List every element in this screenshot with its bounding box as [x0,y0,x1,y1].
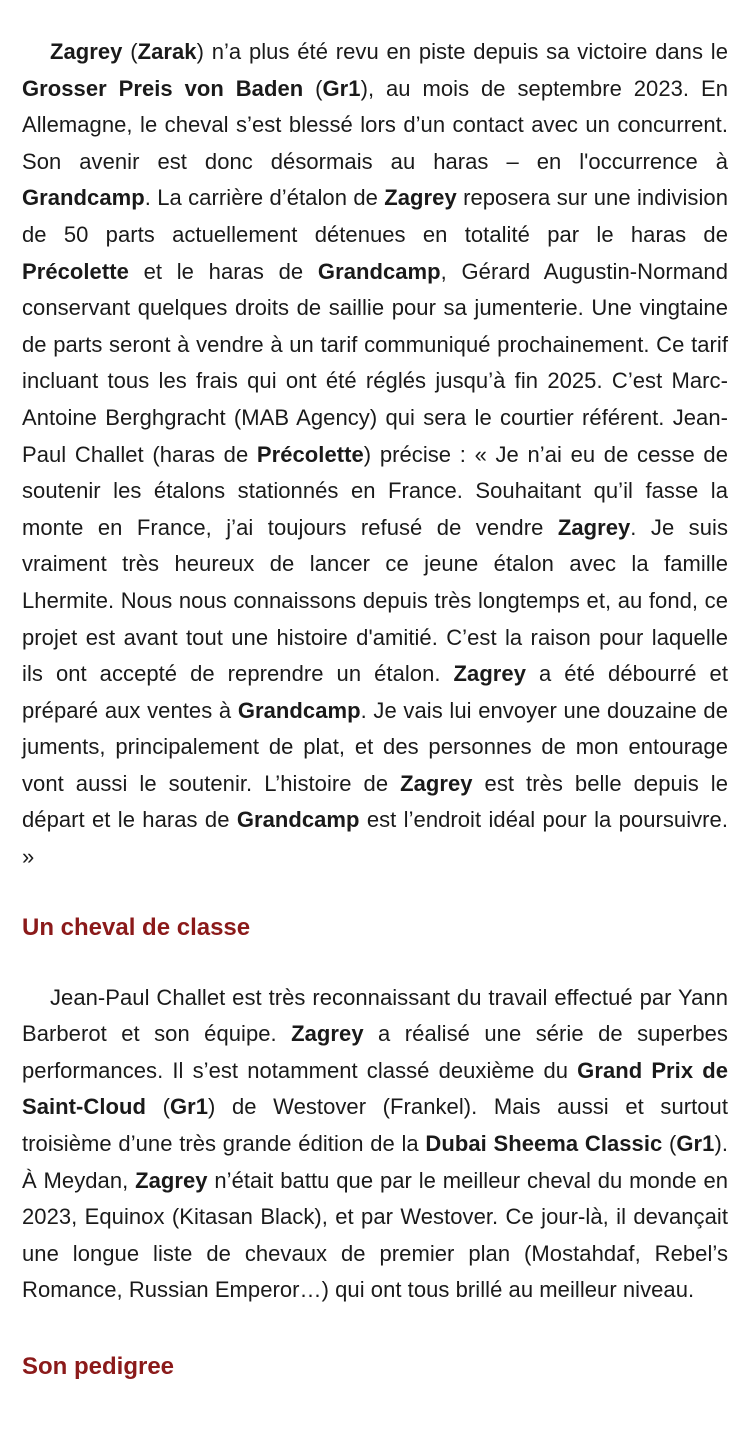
bold-term: Zagrey [135,1167,208,1193]
text-run: a été débourré et préparé aux ventes à [22,661,728,723]
text-run: . Je vais lui envoyer une douzaine de juments, principalement de plat, et des personnes de mon entourage vont aussi le soutenir. L’histoire de [22,697,728,796]
text-run: et le haras de [128,258,318,284]
section-heading-cheval-de-classe: Un cheval de classe [22,913,251,941]
bold-term: Gr1 [169,1094,209,1120]
bold-term: Dubai Sheema Classic [425,1131,663,1157]
bold-term: Zagrey [400,770,473,796]
text-run: ) n’a plus été revu en piste depuis sa victoire dans le [196,39,728,64]
bold-term: Grand Prix de Saint-Cloud [22,1057,728,1120]
text-run: ( [145,1094,170,1120]
bold-term: Zarak [137,39,197,64]
bold-term: Grandcamp [22,185,145,211]
bold-term: Précolette [256,441,364,467]
text-run: est l’endroit idéal pour la poursuivre. » [22,807,729,870]
bold-term: Grandcamp [237,697,361,723]
text-run: n’était battu que par le meilleur cheval du monde en 2023, Equinox (Kitasan Black), et par Westover. Ce jour-là, il devançait une longue liste de chevaux de premier plan (Mostahdaf, Rebel’s Romance, Russian Emperor…) qui ont tous brillé au meilleur niveau. [22,1167,729,1303]
bold-term: Grandcamp [317,258,441,284]
text-run: ) précise : « Je n’ai eu de cesse de soutenir les étalons stationnés en France. Souhaitant qu’il fasse la monte en France, j’ai toujours refusé de vendre [22,441,728,540]
text-run: . Je suis vraiment très heureux de lancer ce jeune étalon avec la famille Lhermite. Nous nous connaissons depuis très longtemps et, au fond, ce projet est avant tout une histoire d'amitié. C’est la raison pour laquelle ils ont accepté de reprendre un étalon. [22,514,728,687]
section-heading-pedigree: Son pedigree [22,1353,175,1380]
text-run: ( [122,39,138,64]
text-run: , Gérard Augustin-Normand conservant quelques droits de saillie pour sa jumenterie. Une vingtaine de parts seront à vendre à un tarif communiqué prochainement. Ce tarif incluant tous les frais qui ont été réglés jusqu’à fin 2025. C’est Marc-Antoine Berghgracht (MAB Agency) qui sera le courtier référent. Jean-Paul Challet (haras de [22,258,728,467]
text-run: ), au mois de septembre 2023. En Allemagne, le cheval s’est blessé lors d’un contact avec un concurrent. Son avenir est donc désormais au haras – en l'occurrence à [22,75,728,174]
paragraph-performances [22,980,728,1309]
paragraph-zagrey-stud-career [22,34,728,876]
text-run: ( [662,1131,677,1157]
bold-term: Zagrey [50,39,123,64]
bold-term: Grandcamp [236,807,360,833]
text-run: ). À Meydan, [22,1131,728,1193]
bold-term: Zagrey [291,1021,364,1047]
text-run: Jean-Paul Challet est très reconnaissant du travail effectué par Yann Barberot et son équipe. [22,984,728,1047]
text-run: reposera sur une indivision de 50 parts actuellement détenues en totalité par le haras de [22,185,728,247]
bold-term: Gr1 [676,1131,715,1157]
text-run: est très belle depuis le départ et le haras de [22,770,728,833]
bold-term: Grosser Preis von Baden [22,75,304,101]
bold-term: Zagrey [453,661,526,687]
text-run: a réalisé une série de superbes performances. Il s’est notamment classé deuxième du [22,1021,728,1083]
bold-term: Gr1 [322,75,361,101]
text-run: ) de Westover (Frankel). Mais aussi et surtout troisième d’une très grande édition de la [22,1094,728,1157]
text-run: . La carrière d’étalon de [144,185,385,211]
bold-term: Zagrey [557,514,631,540]
bold-term: Précolette [22,258,129,284]
text-run: ( [303,75,323,101]
bold-term: Zagrey [384,185,457,211]
